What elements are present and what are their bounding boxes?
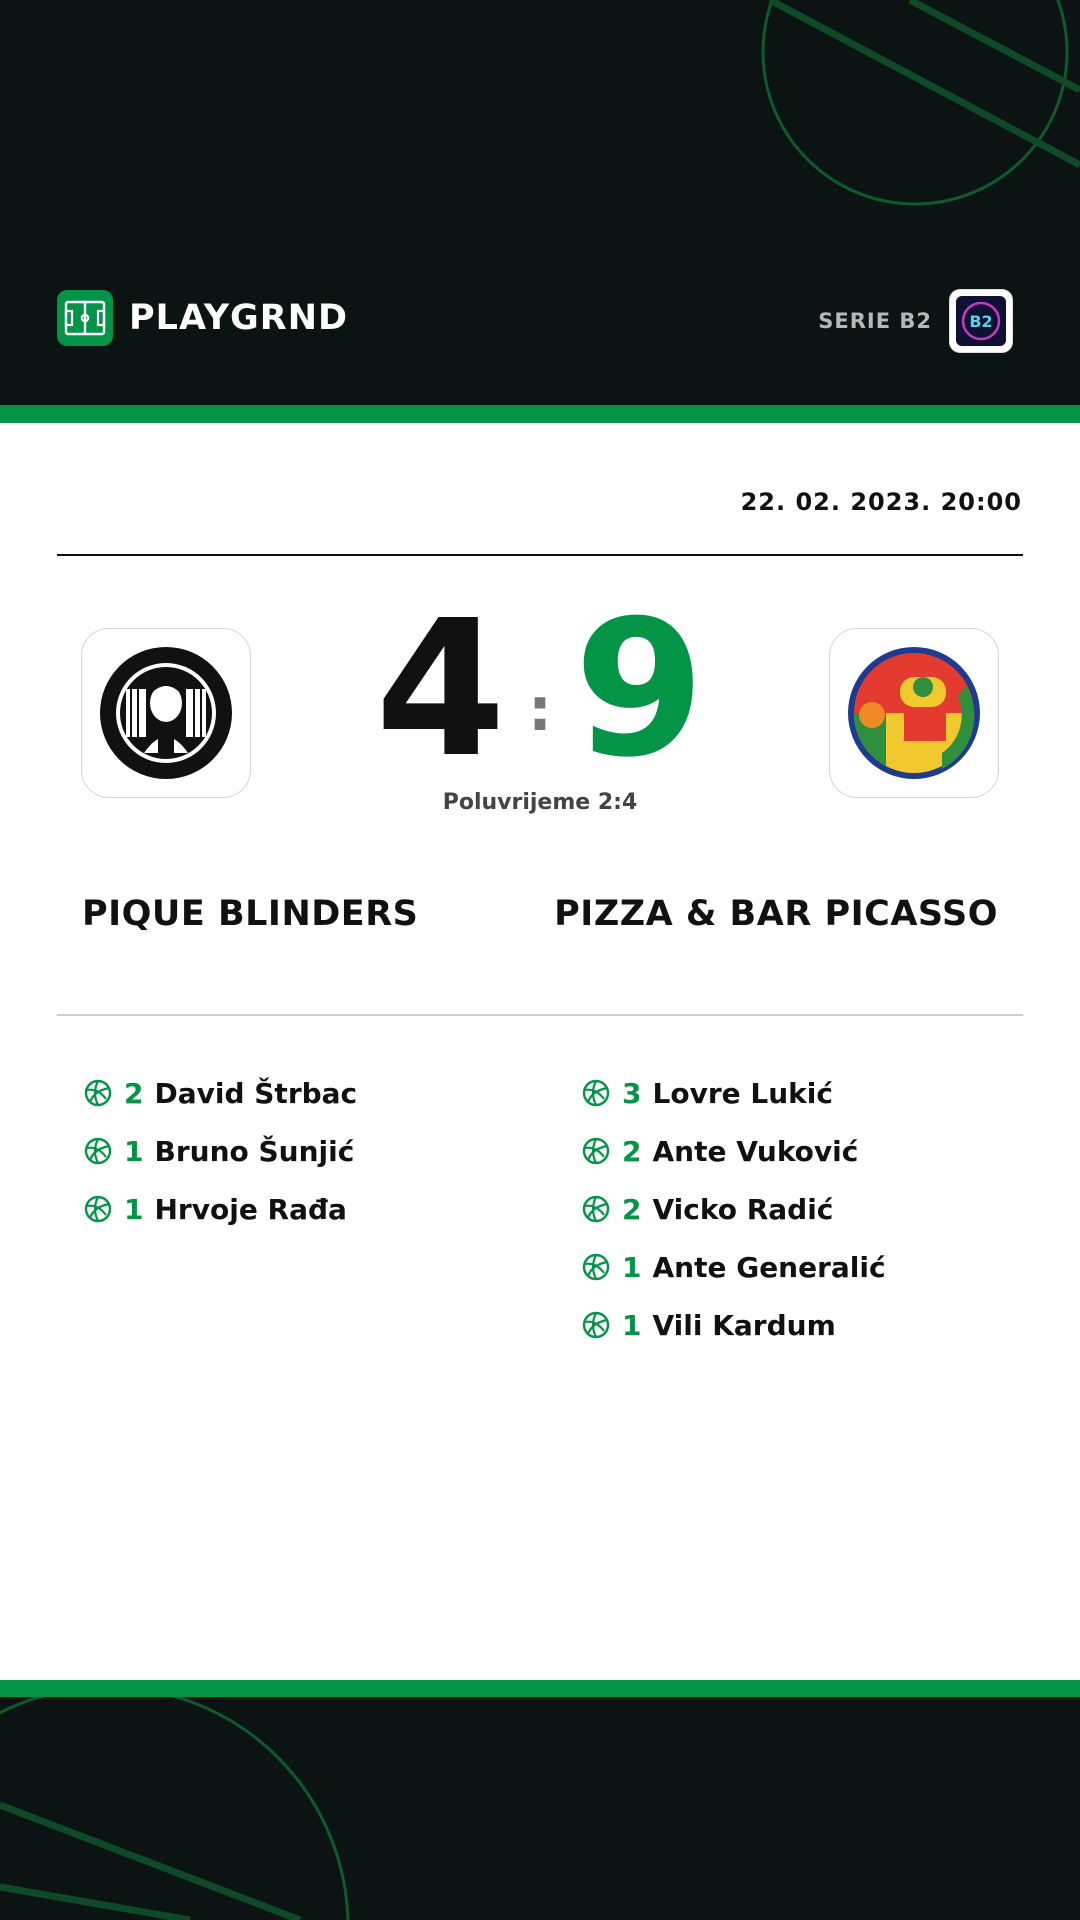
goal-count: 2 xyxy=(622,1134,642,1168)
home-scorers-list xyxy=(84,1064,357,1238)
player-name: Hrvoje Rađa xyxy=(154,1192,347,1226)
goal-count: 1 xyxy=(124,1192,144,1226)
halftime-score: Poluvrijeme 2:4 xyxy=(442,790,638,815)
scorer-row xyxy=(84,1122,357,1180)
brand[interactable] xyxy=(57,290,348,346)
pitch-icon xyxy=(57,290,113,346)
header xyxy=(0,0,1080,405)
scorer-row xyxy=(582,1238,886,1296)
divider xyxy=(57,1014,1023,1016)
goal-count: 1 xyxy=(622,1308,642,1342)
ball-icon xyxy=(582,1195,610,1223)
goal-count: 1 xyxy=(622,1250,642,1284)
goal-count: 3 xyxy=(622,1076,642,1110)
player-name: Ante Generalić xyxy=(652,1250,886,1284)
player-name: Bruno Šunjić xyxy=(154,1134,355,1168)
scorer-row xyxy=(582,1122,886,1180)
away-score: 9 xyxy=(574,580,705,799)
away-scorers-list xyxy=(582,1064,886,1354)
ball-icon xyxy=(84,1195,112,1223)
scorer-row xyxy=(582,1296,886,1354)
league-badge-text: B2 xyxy=(969,312,993,331)
away-team-logo xyxy=(829,628,999,798)
player-name: David Štrbac xyxy=(154,1076,358,1110)
brand-name: PLAYGRND xyxy=(129,298,349,338)
home-team-logo xyxy=(81,628,251,798)
player-name: Ante Vuković xyxy=(652,1134,859,1168)
footer-accent-band xyxy=(0,1680,1080,1698)
scoreboard xyxy=(340,580,740,799)
ball-icon xyxy=(582,1311,610,1339)
scorer-row xyxy=(582,1180,886,1238)
scorer-row xyxy=(84,1064,357,1122)
header-accent-band xyxy=(0,405,1080,423)
ball-icon xyxy=(84,1137,112,1165)
league-badge xyxy=(950,290,1012,352)
footer-pitch-lines xyxy=(0,1697,1080,1920)
goal-count: 2 xyxy=(622,1192,642,1226)
player-name: Lovre Lukić xyxy=(652,1076,833,1110)
away-team-name: PIZZA & BAR PICASSO xyxy=(554,894,998,934)
league-name: SERIE B2 xyxy=(818,309,932,333)
match-datetime: 22. 02. 2023. 20:00 xyxy=(740,488,1022,516)
ball-icon xyxy=(582,1253,610,1281)
goal-count: 2 xyxy=(124,1076,144,1110)
divider xyxy=(57,554,1023,556)
ball-icon xyxy=(84,1079,112,1107)
goal-count: 1 xyxy=(124,1134,144,1168)
scorer-row xyxy=(84,1180,357,1238)
ball-icon xyxy=(582,1079,610,1107)
scorer-row xyxy=(582,1064,886,1122)
ball-icon xyxy=(582,1137,610,1165)
league xyxy=(818,290,1012,352)
player-name: Vicko Radić xyxy=(652,1192,834,1226)
home-team-name: PIQUE BLINDERS xyxy=(82,894,419,934)
player-name: Vili Kardum xyxy=(652,1308,836,1342)
footer xyxy=(0,1697,1080,1920)
score-separator: : xyxy=(528,675,552,745)
home-score: 4 xyxy=(375,580,506,799)
